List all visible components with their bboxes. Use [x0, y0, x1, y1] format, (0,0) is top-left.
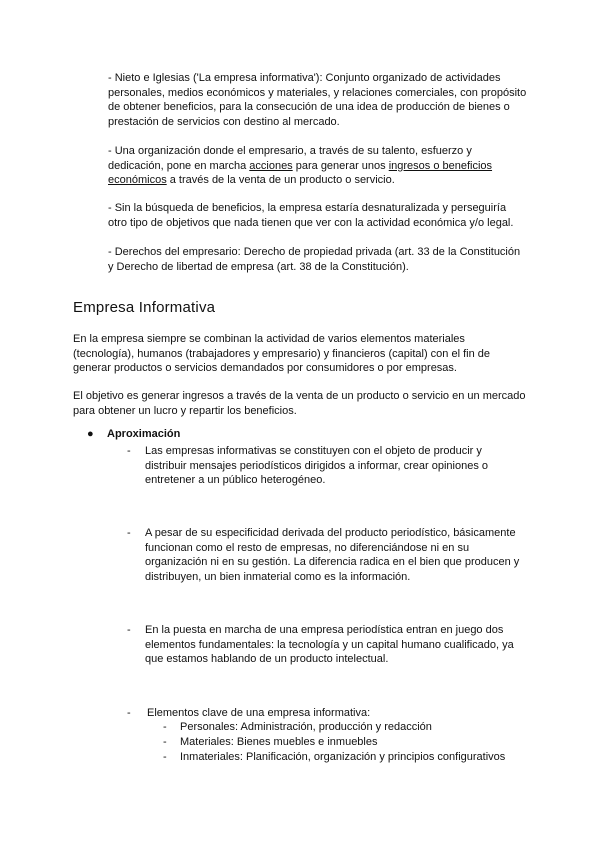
dash-marker: -: [127, 624, 131, 636]
paragraph-organizacion-end: a través de la venta de un producto o servicio.: [166, 174, 395, 187]
list-item: A pesar de su especificidad derivada del producto periodístico, básicamente funcionan como el resto de empresas, no diferenciándose ni en su organización ni en su gestión. La diferencia radica en el bien que producen y distribuyen, un bien inmaterial como es la información.: [145, 527, 520, 583]
ingresos-link[interactable]: ingresos o beneficios económicos: [108, 159, 493, 187]
sub-list-item: Inmateriales: Planificación, organización y principios configurativos: [180, 751, 506, 763]
dash-marker: -: [163, 736, 167, 748]
section-title: Empresa Informativa: [73, 299, 216, 316]
dash-marker: -: [127, 707, 131, 719]
paragraph-beneficios: - Sin la búsqueda de beneficios, la empresa estaría desnaturalizada y perseguiría otro tipo de objetivos que nada tienen que ver con la actividad económica y/o legal.: [108, 202, 514, 229]
paragraph-definition-nieto: - Nieto e Iglesias ('La empresa informativa'): Conjunto organizado de actividades personales, medios económicos y materiales, y relaciones comerciales, con propósito de obtener beneficios, para la consecución de una idea de producción de bienes o prestación de servicios con destino al mercado.: [108, 72, 527, 128]
section-paragraph-1: En la empresa siempre se combinan la actividad de varios elementos materiales (tecnología), humanos (trabajadores y empresario) y financieros (capital) con el fin de generar productos o servicios demandados por consumidores o por empresas.: [73, 333, 490, 375]
paragraph-organizacion: [108, 144, 528, 188]
dash-marker: -: [163, 721, 167, 733]
acciones-link[interactable]: acciones: [249, 159, 293, 172]
list-item: Elementos clave de una empresa informativa:: [147, 707, 371, 719]
sub-list-item: Materiales: Bienes muebles e inmuebles: [180, 736, 378, 748]
bullet-icon: ●: [87, 428, 94, 440]
list-item: En la puesta en marcha de una empresa periodística entran en juego dos elementos fundamentales: la tecnología y un capital humano cualificado, ya que estamos hablando de un producto intelectual.: [145, 624, 514, 666]
section-paragraph-2: El objetivo es generar ingresos a través de la venta de un producto o servicio en un mercado para obtener un lucro y repartir los beneficios.: [73, 390, 526, 417]
dash-marker: -: [163, 751, 167, 763]
paragraph-derechos: - Derechos del empresario: Derecho de propiedad privada (art. 33 de la Constitución y Derecho de libertad de empresa (art. 38 de la Constitución).: [108, 246, 521, 273]
paragraph-organizacion-mid: para generar unos: [292, 159, 389, 172]
dash-marker: -: [127, 445, 131, 457]
list-item: Las empresas informativas se constituyen con el objeto de producir y distribuir mensajes periodísticos dirigidos a informar, crear opiniones o entretener a un público heterogéneo.: [145, 445, 488, 487]
sub-list-item: Personales: Administración, producción y redacción: [180, 721, 432, 733]
paragraph-organizacion-start: - Una organización donde el empresario, a través de su talento, esfuerzo y dedicación, pone en marcha: [108, 145, 472, 172]
bullet-label-aproximacion: Aproximación: [107, 428, 181, 440]
dash-marker: -: [127, 527, 131, 539]
